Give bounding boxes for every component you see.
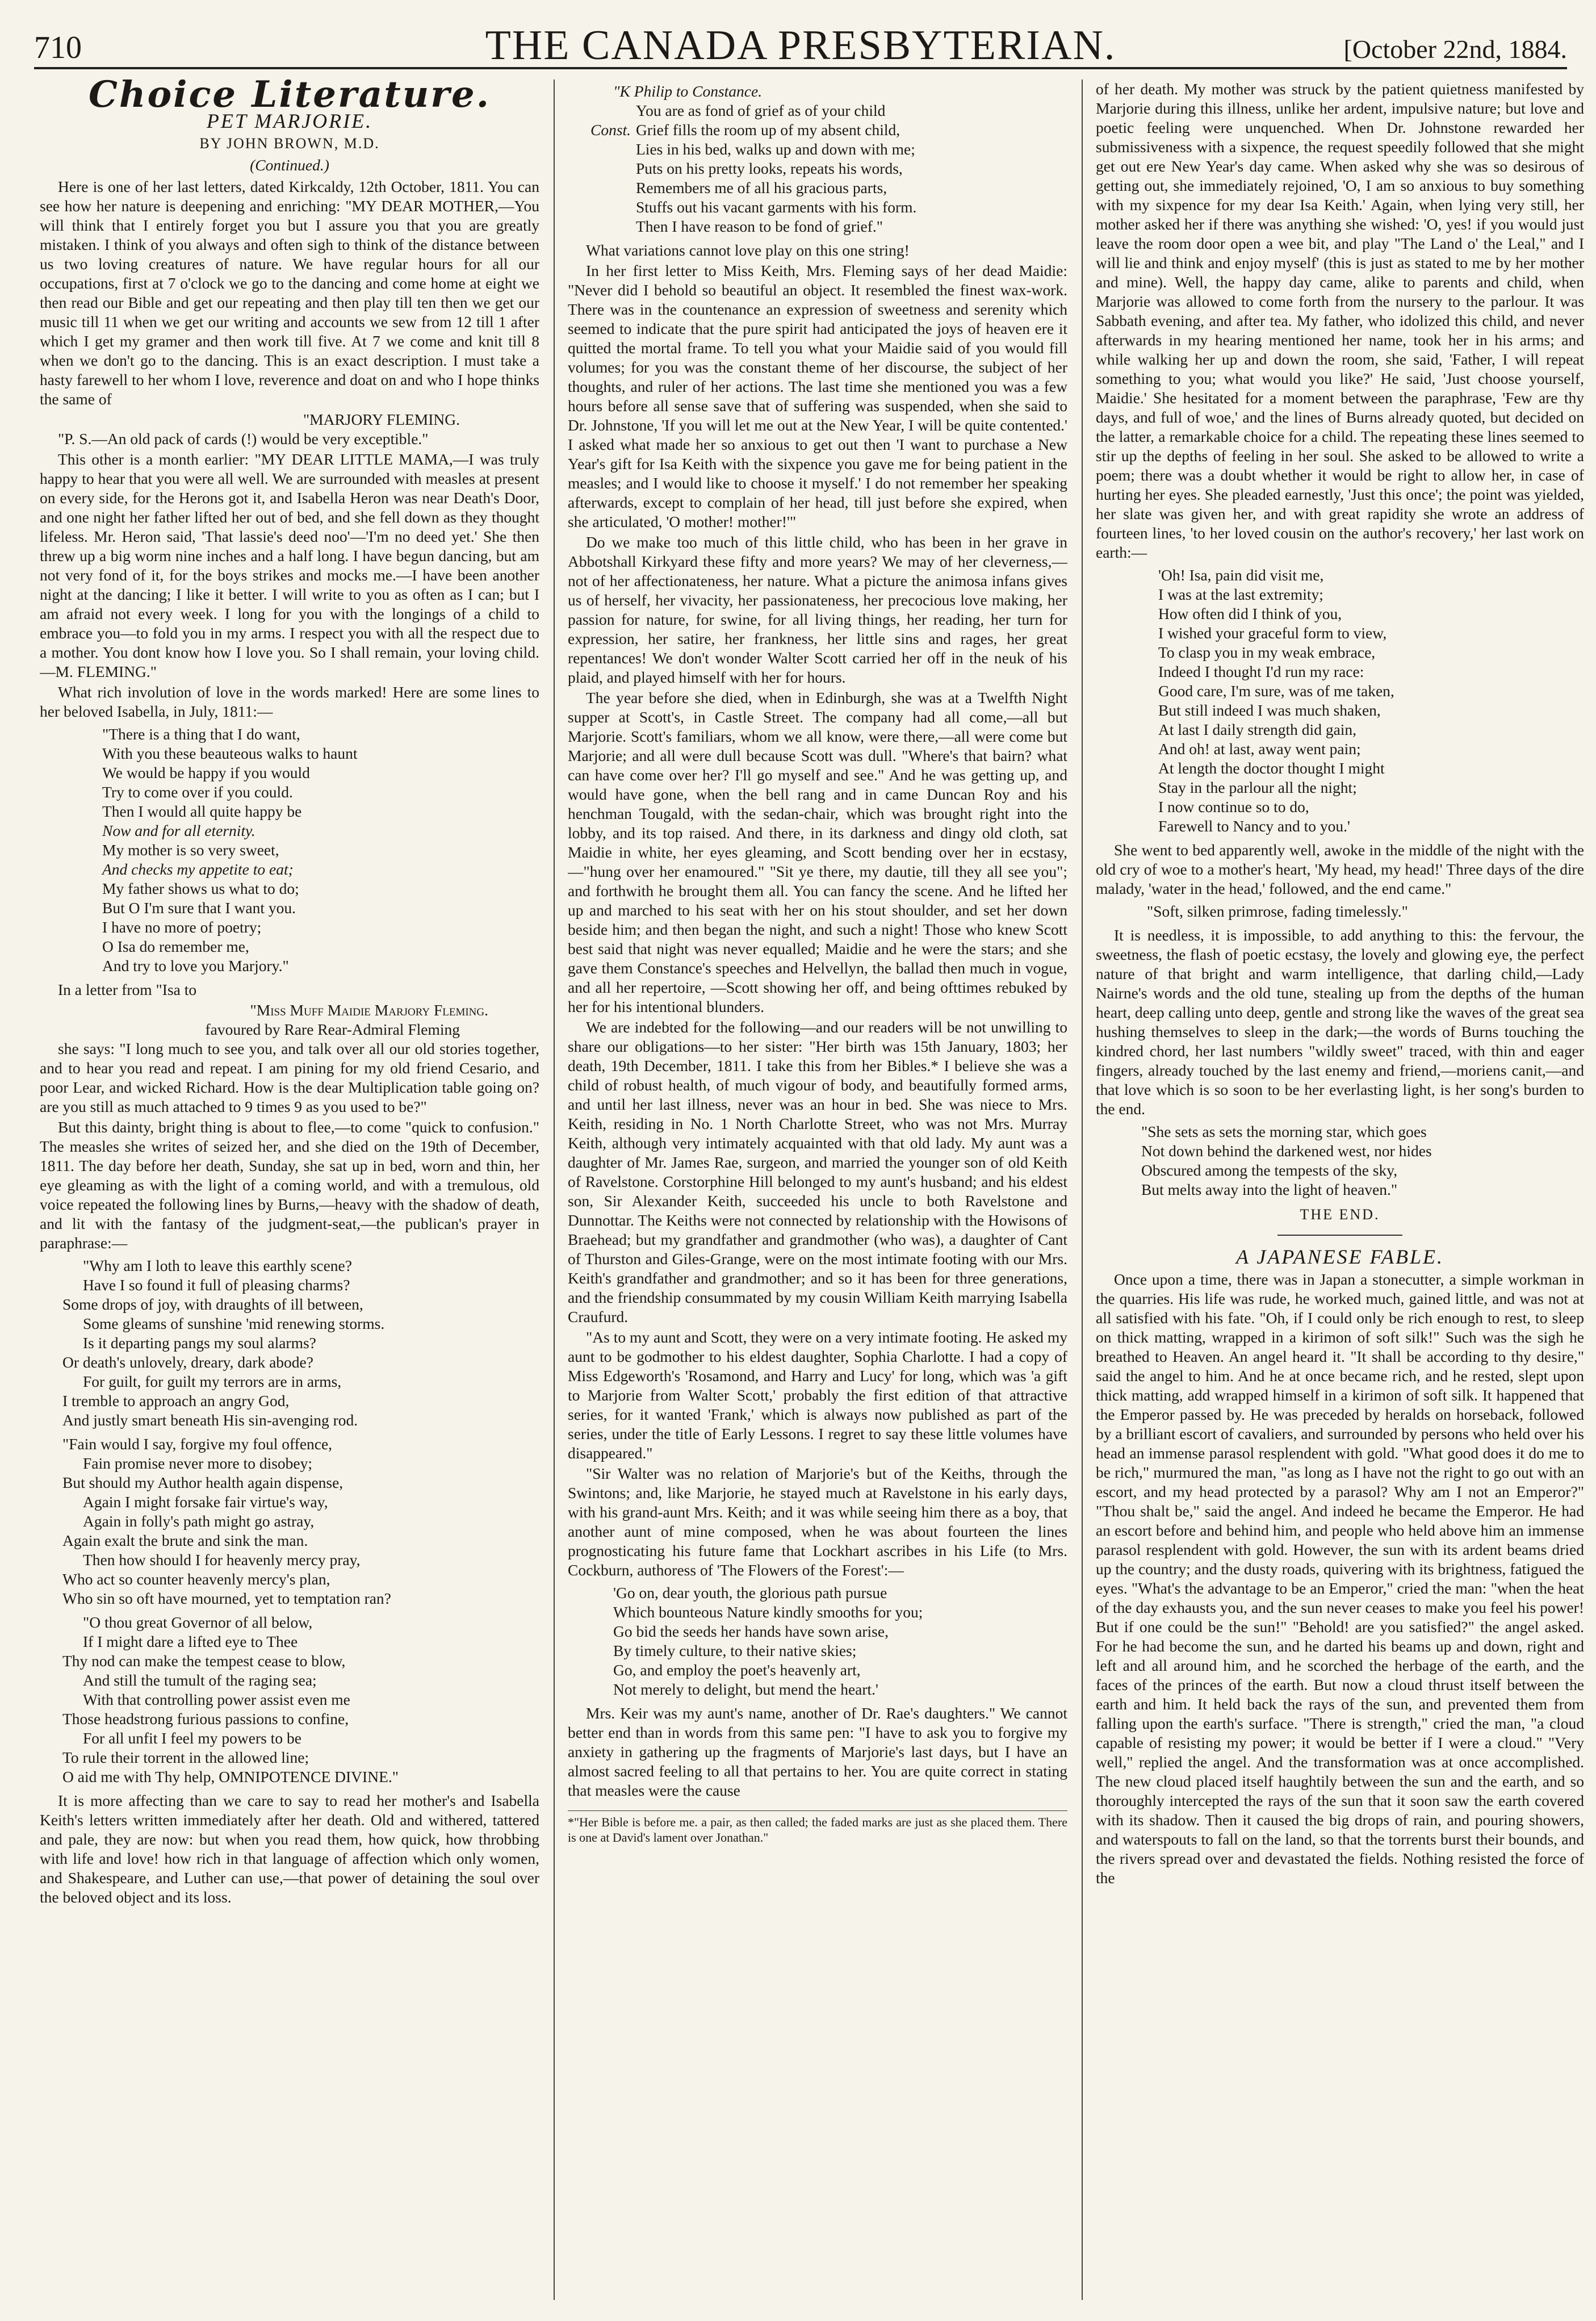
- verse-line: I wished your graceful form to view,: [1158, 624, 1387, 642]
- column-1: [40, 80, 539, 2306]
- verse-line: At last I daily strength did gain,: [1158, 721, 1357, 738]
- quote-primrose: "Soft, silken primrose, fading timelessly.": [1147, 902, 1408, 920]
- column-divider: [1082, 80, 1083, 2300]
- verse-line: Again I might forsake fair virtue's way,: [83, 1493, 328, 1511]
- verse-line: How often did I think of you,: [1158, 605, 1342, 622]
- poem-isabella: [102, 725, 539, 976]
- paragraph: It is needless, it is impossible, to add anything to this: the fervour, the sweetness, the flash of poetic ecstasy, the lovely and glowing eye, the perfect nature of that bright and warm intelligence, that darling child,—Lady Nairne's words and the old tune, stealing up from the depths of the human heart, deep calling unto deep, gentle and strong like the waves of the great sea hushing themselves to sleep in the dark;—the words of Burns touching the kindred chord, her last numbers "wildly sweet" traced, with thin and eager fingers, already touched by the last enemy and friend,—moriens canit,—and that love which is so soon to be her everlasting light, is her song's burden to the end.: [1096, 926, 1584, 1118]
- verse-line: And justly smart beneath His sin-avenging rod.: [62, 1411, 358, 1429]
- paragraph: This other is a month earlier: "MY DEAR LITTLE MAMA,—I was truly happy to hear that you were all well. We are surrounded with measles at present on every side, for the Herons got it, and Isabella Heron was near Death's Door, and one night her father lifted her out of bed, and she fell down as they thought lifeless. Mr. Heron said, 'That lassie's deed noo'—'I'm no deed yet.' She then threw up a big worm nine inches and a half long. I have begun dancing, but am not very fond of it, for the boys strikes and mocks me.—I have been another night at the dancing; I like it better. I will write to you as often as I can; but I am afraid not every week. I long for you with the longings of a child to embrace you—to fold you in my arms. I respect you with all the respect due to a mother. You dont know how I love you. So I shall remain, your loving child. —M. FLEMING.": [40, 450, 539, 680]
- poem-burns-1: [62, 1256, 539, 1430]
- verse-line: Obscured among the tempests of the sky,: [1141, 1161, 1398, 1179]
- page-number: 710: [34, 30, 82, 65]
- verse-line: "She sets as sets the morning star, which goes: [1141, 1123, 1427, 1140]
- poem-burns-3: [62, 1613, 539, 1787]
- verse-line: But should my Author health again dispense,: [62, 1474, 344, 1491]
- poem-morning-star: [1141, 1122, 1584, 1199]
- verse-line: Now and for all eternity.: [102, 822, 255, 839]
- verse-line: Good care, I'm sure, was of me taken,: [1158, 682, 1394, 700]
- paragraph: of her death. My mother was struck by the patient quietness manifested by Marjorie during this illness, unlike her ardent, impulsive nature; but love and poetic feeling were unquenched. When Dr. Johnstone rewarded her submissiveness with a sixpence, the request speedily followed that she might get out ere New Year's day came. When asked why she was so desirous of getting out, she immediately rejoined, 'O, I am so anxious to buy something with my sixpence for my dear Isa Keith.' Again, when lying very still, her mother asked her if there was anything she wished: 'O, yes! if you would just leave the room door open a wee bit, and play "The Land o' the Leal," and I will lie and think and enjoy myself' (this is just as stated to me by her mother and mine). Well, the happy day came, alike to parents and child, when Marjorie was allowed to come forth from the nursery to the parlour. It was Sabbath evening, and after tea. My father, who idolized this child, and never afterwards in my hearing mentioned her name, took her in his arms; and while walking her up and down the room, she said, 'Father, I will repeat something to you; what would you like?' He said, 'Just choose yourself, Maidie.' She hesitated for a moment between the paraphrase, 'Few are thy days, and full of woe,' and the lines of Burns already quoted, but decided on the latter, a remarkable choice for a child. The repeating these lines seemed to stir up the depths of feeling in her soul. She asked to be allowed to write a poem; there was a doubt whether it would be right to allow her, in case of hurting her eyes. She pleaded earnestly, 'Just this once'; the point was yielded, her slate was given her, and with great rapidity she wrote an address of fourteen lines, 'to her loved cousin on the author's recovery,' her last work on earth:—: [1096, 80, 1584, 561]
- fable-title: A JAPANESE FABLE.: [1236, 1245, 1444, 1268]
- dialog-line: Lies in his bed, walks up and down with me;: [636, 140, 915, 158]
- verse-line: Try to come over if you could.: [102, 783, 293, 801]
- verse-line: I have no more of poetry;: [102, 918, 262, 936]
- verse-line: We would be happy if you would: [102, 764, 310, 781]
- paragraph: Do we make too much of this little child, who has been in her grave in Abbotshall Kirkyard these fifty and more years? We may of her cleverness,—not of her affectionateness, her nature. What a picture the animosa infans gives us of herself, her vivacity, her passionateness, her precocious love making, her passion for nature, for swine, for all living things, her reading, her turn for expression, her satire, her frankness, her little sins and rages, her great repentances! We don't wonder Walter Scott carried her off in the neuk of his plaid, and played himself with her for hours.: [568, 533, 1067, 686]
- verse-line: At length the doctor thought I might: [1158, 759, 1385, 777]
- verse-line: I was at the last extremity;: [1158, 586, 1323, 603]
- verse-line: To rule their torrent in the allowed line;: [62, 1749, 309, 1766]
- verse-line: By timely culture, to their native skies;: [613, 1642, 857, 1659]
- verse-line: 'Go on, dear youth, the glorious path pursue: [613, 1584, 887, 1601]
- poem-burns-2: [62, 1435, 539, 1608]
- paragraph: She went to bed apparently well, awoke in the middle of the night with the old cry of woe to a mother's heart, 'My head, my head!' Three days of the dire malady, 'water in the head,' followed, and the end came.": [1096, 841, 1584, 897]
- paragraph: In a letter from "Isa to: [58, 981, 197, 998]
- paragraph: "As to my aunt and Scott, they were on a very intimate footing. He asked my aunt to be godmother to his eldest daughter, Sophia Charlotte. I had a copy of Miss Edgeworth's 'Rosamond, and Harry and Lucy' for long, which was 'a gift to Marjorie from Walter Scott,' probably the first edition of that attractive series, for it wanted 'Frank,' which is always now published as part of the series, under the title of Early Lessons. I regret to say these little volumes have disappeared.": [568, 1328, 1067, 1462]
- verse-line: Who act so counter heavenly mercy's plan,: [62, 1570, 330, 1588]
- byline: BY JOHN BROWN, M.D.: [199, 135, 380, 152]
- verse-line: If I might dare a lifted eye to Thee: [83, 1633, 298, 1650]
- column-divider: [554, 80, 555, 2300]
- dialog-line: You are as fond of grief as of your child: [636, 102, 886, 119]
- paragraph: The year before she died, when in Edinburgh, she was at a Twelfth Night supper at Scott's, in Castle Street. The company had all come,—all but Marjorie. Scott's familiars, whom we all know, were there,—all were come but Marjorie; and all were dull because Scott was dull. "Where's that bairn? what can have come over her? I'll go myself and see." And he was getting up, and would have gone, when the bell rang and in came Duncan Roy and his henchman Tougald, with the sedan-chair, which was brought right into the lobby, and its top raised. And there, in its darkness and dingy old cloth, sat Maidie in white, her eyes gleaming, and Scott bending over her in ecstasy,—"hung over her enamoured." "Sit ye there, my dautie, till they all see you"; and forthwith he brought them all. You can fancy the scene. And he lifted her up and marched to his seat with her on his stout shoulder, and set her down beside him; and then began the night, and such a night! Those who knew Scott best said that night was never equalled; Maidie and he were the stars; and she gave them Constance's speeches and Helvellyn, the ballad then much in vogue, and all her repertoire, —Scott showing her off, and being ofttimes rebuked by her for his intentional blunders.: [568, 689, 1067, 1015]
- king-john-quote: [590, 82, 1067, 236]
- dialog-line: Const. Grief fills the room up of my absent child,: [590, 121, 900, 139]
- verse-line: Those headstrong furious passions to confine,: [62, 1710, 349, 1728]
- verse-line: Then how should I for heavenly mercy pray,: [83, 1551, 361, 1569]
- verse-line: Or death's unlovely, dreary, dark abode?: [62, 1353, 313, 1371]
- paragraph: she says: "I long much to see you, and talk over all our old stories together, and to hear you read and repeat. I am pining for my old friend Cesario, and poor Lear, and wicked Richard. How is the dear Multiplication table going on? are you still as much attached to 9 times 9 as you used to be?": [40, 1040, 539, 1115]
- verse-line: Not down behind the darkened west, nor hides: [1141, 1142, 1432, 1160]
- verse-line: Then I would all quite happy be: [102, 802, 302, 820]
- verse-line: But still indeed I was much shaken,: [1158, 701, 1381, 719]
- dialog-line: Then I have reason to be fond of grief.": [636, 218, 883, 235]
- signature: "MARJORY FLEMING.: [303, 411, 460, 428]
- verse-line: I now continue so to do,: [1158, 798, 1309, 816]
- verse-line: O aid me with Thy help, OMNIPOTENCE DIVINE.": [62, 1768, 399, 1785]
- paragraph: "Sir Walter was no relation of Marjorie's but of the Keiths, through the Swintons; and, like Marjorie, he stayed much at Ravelstone in his early days, with his grand-aunt Mrs. Keith; and it was while seeing him there as a boy, that another aunt of mine composed, when he was about fourteen the lines prognosticating his future fame that Lockhart ascribes in his Life (to Mrs. Cockburn, authoress of 'The Flowers of the Forest':—: [568, 1465, 1067, 1579]
- verse-line: "Fain would I say, forgive my foul offence,: [62, 1435, 333, 1453]
- verse-line: Some drops of joy, with draughts of ill between,: [62, 1295, 363, 1313]
- paragraph: Here is one of her last letters, dated Kirkcaldy, 12th October, 1811. You can see how her nature is deepening and enriching: "MY DEAR MOTHER,—You will think that I entirely forget you but I assure you that you are greatly mistaken. I think of you always and often sigh to think of the distance between us two loving creatures of nature. We have regular hours for all our occupations, first at 7 o'clock we go to the dancing and come home at eight we then read our Bible and get our repeating and then play till ten then we get our music till 11 when we get our writing and accounts we sew from 12 till 1 after which I get my gramer and then work till five. At 7 we come and knit till 8 when we don't go to the dancing. This is an exact description. I must take a hasty farewell to her whom I love, reverence and doat on and who I hope thinks the same of: [40, 178, 539, 408]
- column-3: [1096, 80, 1584, 2306]
- section-title: Choice Literature.: [88, 80, 491, 116]
- verse-line: Have I so found it full of pleasing charms?: [83, 1276, 350, 1294]
- verse-line: Some gleams of sunshine 'mid renewing storms.: [83, 1315, 385, 1332]
- address-line: favoured by Rare Rear-Admiral Fleming: [205, 1021, 460, 1038]
- verse-line: Go bid the seeds her hands have sown arise,: [613, 1622, 889, 1640]
- verse-line: Stay in the parlour all the night;: [1158, 779, 1357, 796]
- poem-marjorie-last: [1158, 566, 1584, 836]
- verse-line: For guilt, for guilt my terrors are in arms,: [83, 1373, 342, 1390]
- verse-line: "O thou great Governor of all below,: [83, 1613, 313, 1631]
- verse-line: But melts away into the light of heaven.": [1141, 1181, 1398, 1198]
- verse-line: With that controlling power assist even me: [83, 1691, 350, 1708]
- paragraph: What variations cannot love play on this one string!: [586, 241, 910, 259]
- paragraph: We are indebted for the following—and our readers will be not unwilling to share our obligations—to her sister: "Her birth was 15th January, 1803; her death, 19th December, 1811. I take this from her Bibles.* I believe she was a child of robust health, of much vigour of body, and beautifully formed arms, and until her last illness, never was an hour in bed. She was niece to Mrs. Keith, residing in No. 1 North Charlotte Street, who was not Mrs. Murray Keith, although very intimately acquainted with that old lady. My aunt was a daughter of Mr. James Rae, surgeon, and married the younger son of old Keith of Ravelstone. Corstorphine Hill belonged to my aunt's husband; and his eldest son, Sir Alexander Keith, succeeded his uncle to both Ravelstone and Dunnottar. The Keiths were not connected by relationship with the Howisons of Braehead; but my grandfather and grandmother (who was), a daughter of Cant of Thurston and Giles-Grange, were on the most intimate footing with our Mrs. Keith's grandfather and grandmother; and so it has been for three generations, and the friendship consummated by my cousin William Keith marrying Isabella Craufurd.: [568, 1018, 1067, 1325]
- paragraph: But this dainty, bright thing is about to flee,—to come "quick to confusion." The measles she writes of seized her, and she died on the 19th of December, 1811. The day before her death, Sunday, she sat up in bed, worn and thin, her eye gleaming as with the light of a coming world, and with a tremulous, old voice repeated the following lines by Burns,—heavy with the shadow of death, and lit with the fantasy of the judgment-seat,—the publican's prayer in paraphrase:—: [40, 1118, 539, 1252]
- verse-line: To clasp you in my weak embrace,: [1158, 643, 1376, 661]
- verse-line: "Why am I loth to leave this earthly scene?: [83, 1257, 352, 1274]
- dialog-line: Puts on his pretty looks, repeats his words,: [636, 160, 903, 177]
- verse-line: Indeed I thought I'd run my race:: [1158, 663, 1364, 680]
- dialog-line: Remembers me of all his gracious parts,: [636, 179, 887, 196]
- address-line: "Miss Muff Maidie Marjory Fleming.: [250, 1001, 488, 1019]
- paragraph: Mrs. Keir was my aunt's name, another of Dr. Rae's daughters." We cannot better end than in words from this same pen: "I have to ask you to forgive my anxiety in gathering up the fragments of Marjorie's last days, but I have an almost sacred feeling to all that pertains to her. You are quite correct in stating that measles were the cause: [568, 1704, 1067, 1799]
- paragraph: What rich involution of love in the words marked! Here are some lines to her beloved Isabella, in July, 1811:—: [40, 683, 539, 720]
- verse-line: Farewell to Nancy and to you.': [1158, 817, 1350, 835]
- verse-line: I tremble to approach an angry God,: [62, 1392, 290, 1410]
- verse-line: O Isa do remember me,: [102, 938, 249, 955]
- verse-line: Is it departing pangs my soul alarms?: [83, 1334, 316, 1352]
- verse-line: But O I'm sure that I want you.: [102, 899, 296, 917]
- verse-line: With you these beauteous walks to haunt: [102, 745, 358, 762]
- verse-line: Thy nod can make the tempest cease to blow,: [62, 1652, 346, 1670]
- page-header: [34, 17, 1567, 68]
- verse-line: For all unfit I feel my powers to be: [83, 1729, 301, 1747]
- verse-line: "There is a thing that I do want,: [102, 725, 300, 743]
- verse-line: Who sin so oft have mourned, yet to temptation ran?: [62, 1590, 391, 1607]
- verse-line: And still the tumult of the raging sea;: [83, 1671, 317, 1689]
- verse-line: Go, and employ the poet's heavenly art,: [613, 1661, 861, 1679]
- column-2: [568, 80, 1067, 2306]
- continued-label: (Continued.): [250, 156, 329, 174]
- dialog-line: Stuffs out his vacant garments with his form.: [636, 198, 917, 216]
- article-title: PET MARJORIE.: [206, 110, 373, 132]
- verse-line: And oh! at last, away went pain;: [1158, 740, 1361, 758]
- verse-line: Which bounteous Nature kindly smooths for you;: [613, 1603, 923, 1621]
- dialog-heading: "K Philip to Constance.: [613, 82, 763, 100]
- verse-line: My father shows us what to do;: [102, 880, 299, 897]
- the-end-label: THE END.: [1300, 1206, 1380, 1223]
- verse-line: Again in folly's path might go astray,: [83, 1512, 315, 1530]
- poem-scott: [613, 1583, 1067, 1699]
- paragraph: It is more affecting than we care to say to read her mother's and Isabella Keith's letters written immediately after her death. Old and withered, tattered and pale, they are now: but when you read them, how quick, how throbbing with life and love! how rich in that language of affection which only women, and Shakespeare, and Luther can use,—that power of detaining the soul over the beloved object and its loss.: [40, 1792, 539, 1906]
- verse-line: My mother is so very sweet,: [102, 841, 279, 859]
- journal-title: THE CANADA PRESBYTERIAN.: [485, 22, 1116, 69]
- footnote: *"Her Bible is before me. a pair, as then called; the faded marks are just as she placed them. There is one at David's lament over Jonathan.": [568, 1810, 1067, 1845]
- verse-line: And checks my appetite to eat;: [102, 860, 294, 878]
- header-rule: [34, 67, 1567, 69]
- verse-line: Again exalt the brute and sink the man.: [62, 1532, 308, 1549]
- paragraph: In her first letter to Miss Keith, Mrs. Fleming says of her dead Maidie: "Never did I behold so beautiful an object. It resembled the finest wax-work. There was in the countenance an expression of sweetness and serenity which seemed to indicate that the pure spirit had anticipated the joys of heaven ere it quitted the mortal frame. To tell you what your Maidie said of you would fill volumes; for you was the constant theme of her discourse, the subject of her thoughts, and ruler of her actions. The last time she mentioned you was a few hours before all sense save that of suffering was suspended, when she said to Dr. Johnstone, 'If you will let me out at the New Year, I will be quite contented.' I asked what made her so anxious to get out then 'I want to purchase a New Year's gift for Isa Keith with the sixpence you gave me for being patient in the measles; and I would like to choose it myself.' I do not remember her speaking afterwards, except to complain of her head, till just before she expired, when she articulated, 'O mother! mother!'": [568, 262, 1067, 530]
- paragraph: "P. S.—An old pack of cards (!) would be very exceptible.": [58, 430, 429, 448]
- verse-line: Not merely to delight, but mend the heart.': [613, 1680, 878, 1698]
- issue-date: [October 22nd, 1884.: [1343, 35, 1567, 64]
- verse-line: 'Oh! Isa, pain did visit me,: [1158, 566, 1324, 584]
- verse-line: Fain promise never more to disobey;: [83, 1454, 313, 1472]
- verse-line: And try to love you Marjory.": [102, 957, 289, 975]
- section-rule: [1277, 1235, 1402, 1236]
- paragraph: Once upon a time, there was in Japan a stonecutter, a simple workman in the quarries. His life was rude, he worked much, gained little, and was not at all satisfied with his fate. "Oh, if I could only be rich enough to rest, to sleep on thick matting, wrapped in a kirimon of soft silk!" Such was the sigh he breathed to Heaven. An angel heard it. "It shall be according to thy desire," said the angel to him. And he at once became rich, and he rested, slept upon thick matting, add wrapped himself in a kirimon of soft silk. It happened that the Emperor passed by. He was preceded by heralds on horseback, followed by a brilliant escort of cavaliers, and surrounded by persons who held over his head an immense parasol resplendent with gold. "What good does it do me to be rich," murmured the man, "as long as I have not the right to go out with an escort, and my head protected by a parasol? Why am I not an Emperor?" "Thou shalt be," said the angel. And indeed he became the Emperor. He had an escort before and behind him, and people who held above him an immense parasol resplendent with gold. However, the sun with its ardent beams dried up the country; and the dusty roads, quivering with its brightness, fatigued the eyes. "What's the advantage to be an Emperor," cried the man: "when the heat of the day exhausts you, and the sun never ceases to make you feel his power! But if one could be the sun!" "Behold! are you satisfied?" the angel asked. For he had become the sun, and he darted his beams up and down, right and left and all around him, and he scorched the herbage of the earth, and the faces of the princes of the earth. But now a cloud thrust itself between the earth and him. It held back the rays of the sun, and prevented them from falling upon the earth's surface. "There is strength," cried the man, "a cloud capable of resisting my power; it would be better if I were a cloud." "Very well," replied the angel. And the transformation was at once accomplished. The new cloud placed itself haughtily between the sun and the earth, and so thoroughly intercepted the rays of the sun that it soon saw the earth covered with its shadow. Then it caused the big drops of rain, and pouring showers, and waterspouts to fall on the land, so that the torrents burst their bounds, and the rivers spread over and devastated the fields. Nothing resisted the force of the: [1096, 1270, 1584, 1887]
